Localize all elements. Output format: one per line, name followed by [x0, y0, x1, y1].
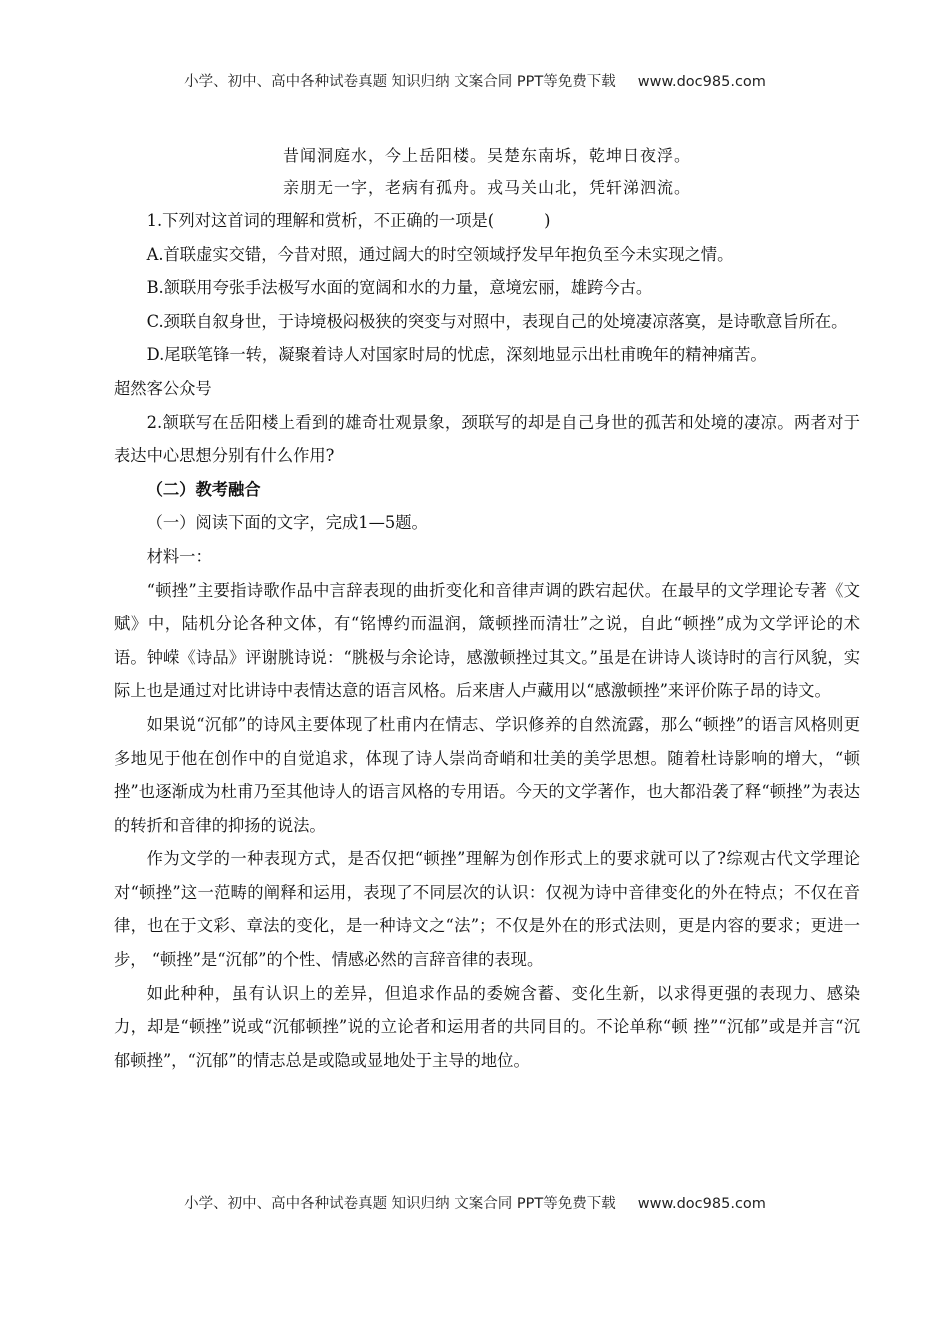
- paragraph-2: 如果说“沉郁”的诗风主要体现了杜甫内在情志、学识修养的自然流露，那么“顿挫”的语言风格则更多地见于他在创作中的自觉追求，体现了诗人崇尚奇峭和壮美的美学思想。随着杜诗影响的增大，“顿挫”也逐渐成为杜甫乃至其他诗人的语言风格的专用语。今天的文学著作，也大都沿袭了释“顿挫”为表达的转折和音律的抑扬的说法。: [114, 714, 860, 835]
- header-text: 小学、初中、高中各种试卷真题 知识归纳 文案合同 PPT等免费下载: [184, 74, 616, 90]
- read-instruction: （一）阅读下面的文字，完成1—5题。: [146, 513, 428, 533]
- poem-line-2: 亲朋无一字，老病有孤舟。戎马关山北，凭轩涕泗流。: [282, 178, 691, 197]
- question-1-stem: 1.下列对这首词的理解和赏析，不正确的一项是( ): [146, 211, 551, 230]
- option-b: B.颔联用夸张手法极写水面的宽阔和水的力量，意境宏丽，雄跨今古。: [146, 278, 653, 298]
- poem-line-1: 昔闻洞庭水，今上岳阳楼。吴楚东南坼，乾坤日夜浮。: [282, 146, 691, 165]
- poem: [114, 140, 860, 204]
- option-a: A.首联虚实交错，今昔对照，通过阔大的时空领域抒发早年抱负至今未实现之情。: [146, 244, 734, 264]
- footer-text: 小学、初中、高中各种试卷真题 知识归纳 文案合同 PPT等免费下载: [184, 1196, 616, 1212]
- paragraph-1: “顿挫”主要指诗歌作品中言辞表现的曲折变化和音律声调的跌宕起伏。在最早的文学理论专著《文赋》中，陆机分论各种文体，有“铭博约而温润，箴顿挫而清壮”之说，自此“顿挫”成为文学评论的术语。钟嵘《诗品》评谢朓诗说：“朓极与余论诗，感激顿挫过其文。”虽是在讲诗人谈诗时的言行风貌，实际上也是通过对比讲诗中表情达意的语言风格。后来唐人卢藏用以“感激顿挫”来评价陈子昂的诗文。: [114, 580, 860, 701]
- footer-url[interactable]: www.doc985.com: [637, 1196, 766, 1212]
- option-c: C.颈联自叙身世，于诗境极闷极狭的突变与对照中，表现自己的处境凄凉落寞，是诗歌意旨所在。: [146, 311, 848, 331]
- question-2: 2.颔联写在岳阳楼上看到的雄奇壮观景象，颈联写的却是自己身世的孤苦和处境的凄凉。两者对于表达中心思想分别有什么作用?: [114, 412, 860, 466]
- option-d: D.尾联笔锋一转，凝聚着诗人对国家时局的忧虑，深刻地显示出杜甫晚年的精神痛苦。: [146, 345, 767, 365]
- option-d-tail: 超然客公众号: [114, 378, 212, 398]
- page-header: [0, 70, 950, 91]
- section-title: （二）教考融合: [146, 479, 261, 499]
- paragraph-4: 如此种种，虽有认识上的差异，但追求作品的委婉含蓄、变化生新，以求得更强的表现力、感染力，却是“顿挫”说或“沉郁顿挫”说的立论者和运用者的共同目的。不论单称“顿 挫”“沉郁”或是并言“沉郁顿挫”，“沉郁”的情志总是或隐或显地处于主导的地位。: [114, 983, 860, 1070]
- header-url[interactable]: www.doc985.com: [637, 74, 766, 90]
- material-label: 材料一：: [146, 546, 212, 566]
- page-footer: [0, 1192, 950, 1213]
- document-body: [114, 140, 860, 1077]
- paragraph-3: 作为文学的一种表现方式，是否仅把“顿挫”理解为创作形式上的要求就可以了?综观古代文学理论对“顿挫”这一范畴的阐释和运用，表现了不同层次的认识：仅视为诗中音律变化的外在特点；不仅在音律，也在于文彩、章法的变化，是一种诗文之“法”；不仅是外在的形式法则，更是内容的要求；更进一步， “顿挫”是“沉郁”的个性、情感必然的言辞音律的表现。: [114, 849, 860, 970]
